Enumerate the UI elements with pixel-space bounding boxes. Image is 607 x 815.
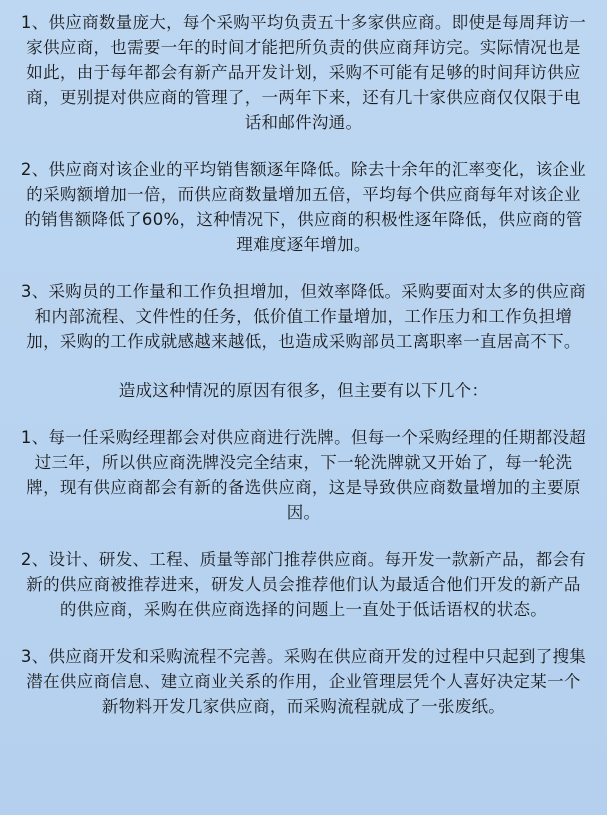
- paragraph-problem-2: 2、供应商对该企业的平均销售额逐年降低。除去十余年的汇率变化，该企业的采购额增加一倍，而供应商数量增加五倍，平均每个供应商每年对该企业的销售额降低了60%，这种情况下，供应商的积极性逐年降低，供应商的管理难度逐年增加。: [20, 160, 587, 254]
- paragraph-problem-3: 3、采购员的工作量和工作负担增加，但效率降低。采购要面对太多的供应商和内部流程、文件性的任务，低价值工作量增加，工作压力和工作负担增加，采购的工作成就感越来越低，也造成采购部员工离职率一直居高不下。: [20, 282, 587, 351]
- paragraph-cause-3: 3、供应商开发和采购流程不完善。采购在供应商开发的过程中只起到了搜集潜在供应商信息、建立商业关系的作用，企业管理层凭个人喜好决定某一个新物料开发几家供应商，而采购流程就成了一张废纸。: [20, 647, 587, 716]
- paragraph-cause-1: 1、每一任采购经理都会对供应商进行洗牌。但每一个采购经理的任期都没超过三年，所以供应商洗牌没完全结束，下一轮洗牌就又开始了，每一轮洗牌，现有供应商都会有新的备选供应商，这是导致供应商数量增加的主要原因。: [20, 428, 587, 522]
- paragraph-cause-2: 2、设计、研发、工程、质量等部门推荐供应商。每开发一款新产品，都会有新的供应商被推荐进来，研发人员会推荐他们认为最适合他们开发的新产品的供应商，采购在供应商选择的问题上一直处于低话语权的状态。: [20, 550, 587, 619]
- paragraph-causes-intro: 造成这种情况的原因有很多，但主要有以下几个：: [118, 381, 489, 400]
- paragraph-problem-1: 1、供应商数量庞大，每个采购平均负责五十多家供应商。即使是每周拜访一家供应商，也需要一年的时间才能把所负责的供应商拜访完。实际情况也是如此，由于每年都会有新产品开发计划，采购不可能有足够的时间拜访供应商，更别提对供应商的管理了，一两年下来，还有几十家供应商仅仅限于电话和邮件沟通。: [20, 13, 587, 132]
